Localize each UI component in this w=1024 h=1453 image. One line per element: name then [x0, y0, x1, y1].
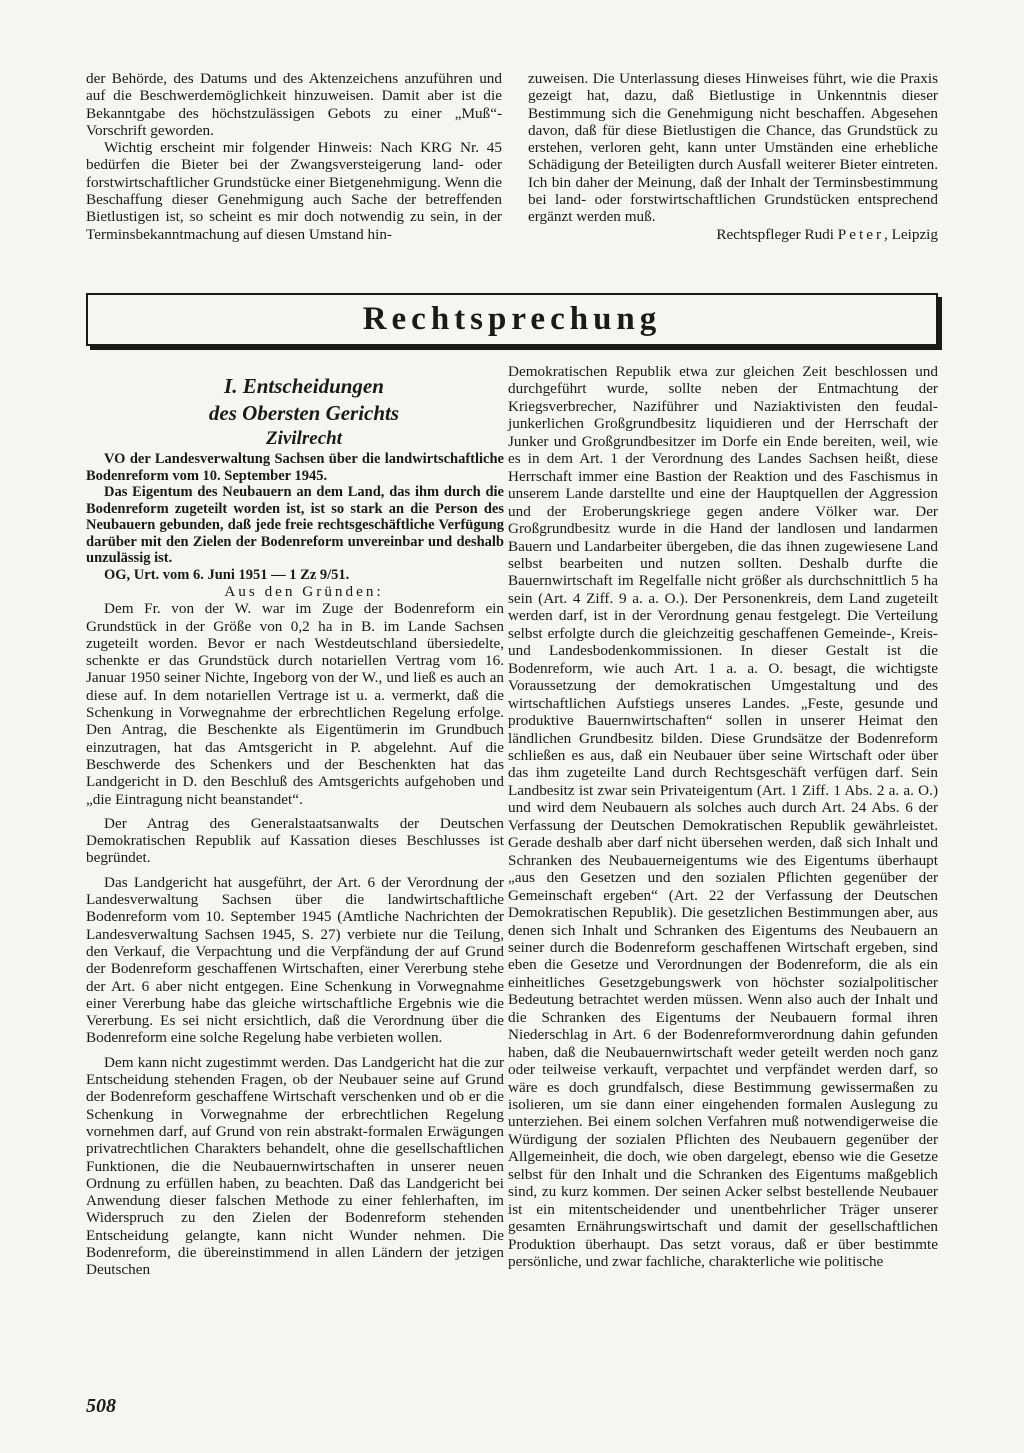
- left-paragraph-3: Das Landgericht hat ausgeführt, der Art. 6 der Verordnung der Landesverwaltung Sachsen über die landwirtschaftliche Bodenreform vom 10. September 1945 (Amtliche Nachrichten der Landesverwaltung Sachsen 1945, S. 27) verbiete nur die Teilung, den Verkauf, die Verpachtung und die Verpfändung der auf Grund der Bodenreform geschaffenen Wirtschaften, einer Vererbung stehe der Art. 6 aber nicht entgegen. Eine Schenkung in Vorwegnahme einer Vererbung habe das gleiche wirtschaftliche Ergebnis wie die Vererbung. Es sei nicht ersichtlich, daß die Verordnung über die Bodenreform eine solche Regelung habe verbieten wollen.: [86, 873, 504, 1047]
- left-column: [86, 373, 504, 1279]
- headnote: Das Eigentum des Neubauern an dem Land, das ihm durch die Bodenreform zugeteilt worden ist, ist so stark an die Person des Neubauern gebunden, daß jede freie rechtsgeschäftliche Verfügung darüber mit den Zielen der Bodenreform unvereinbar und deshalb unzulässig ist.: [86, 484, 504, 566]
- decisions-heading-line-2: des Obersten Gerichts: [208, 401, 400, 425]
- top-left-paragraph-1: der Behörde, des Datums und des Aktenzeichens anzuführen und auf die Beschwerdemöglichkeit hinzuweisen. Damit aber ist die Bekanntgabe des höchstzulässigen Gebots zu einer „Muß“-Vorschrift geworden.: [86, 70, 502, 139]
- signature-prefix: Rechtspfleger Rudi: [716, 225, 834, 243]
- signature-name: Peter: [837, 225, 885, 243]
- left-paragraph-2: Der Antrag des Generalstaatsanwalts der Deutschen Demokratischen Republik auf Kassation dieses Beschlusses ist begründet.: [86, 814, 504, 867]
- statute-reference: VO der Landesverwaltung Sachsen über die landwirtschaftliche Bodenreform vom 10. September 1945.: [86, 451, 504, 484]
- right-paragraph-1: Demokratischen Republik etwa zur gleichen Zeit beschlossen und durchgeführt wurde, sollte neben der Entmachtung der Kriegsverbrecher, Naziführer und Naziaktivisten den feudal-junkerlichen Großgrundbesitz liquidieren und der Herrschaft der Junker und Großgrundbesitzer im Dorfe ein Ende bereiten, weil, wie es in dem Art. 1 der Verordnung des Landes Sachsen heißt, diese Herrschaft immer eine Bastion der Reaktion und des Faschismus in unserem Lande darstellte und eine der Hauptquellen der Aggression und der Eroberungskriege gegen andere Völker war. Der Großgrundbesitz wurde in die Hand der landlosen und landarmen Bauern und Landarbeiter übergeben, die das ihnen zugewiesene Land selbst bearbeiten und nutzen sollten. Deshalb durfte die Bauernwirtschaft im Regelfalle nicht größer als durchschnittlich 5 ha sein (Art. 4 Ziff. 9 a. a. O.). Der Personenkreis, dem Land zugeteilt werden darf, ist in der Verordnung genau festgelegt. Die Verteilung selbst erfolgte durch die gleichzeitig geschaffenen Gemeinde-, Kreis- und Landesbodenkommissionen. In dieser Gestalt ist die Bodenreform, wie auch Art. 1 a. a. O. besagt, die wichtigste Voraussetzung der demokratischen Umgestaltung und des wirtschaftlichen Aufstiegs unseres Landes. „Feste, gesunde und produktive Bauernwirtschaften“ sollen in unserer Heimat den ländlichen Grundbesitz bilden. Diese Grundsätze der Bodenreform schließen es aus, daß ein Neubauer über seine Wirtschaft oder über das ihm zugeteilte Land durch Rechtsgeschäft verfügen darf. Sein Landbesitz ist zwar sein Privateigentum (Art. 1 Ziff. 1 Abs. 2 a. a. O.) und wird dem Neubauern als solches auch durch Art. 24 Abs. 6 der Verfassung der Deutschen Demokratischen Republik gewährleistet. Gerade deshalb aber darf nicht übersehen werden, daß sich Inhalt und Schranken des Neubauerneigentums wie des Eigentums überhaupt „aus den Gesetzen und den sozialen Pflichten gegenüber der Gemeinschaft ergeben“ (Art. 22 der Verfassung der Deutschen Demokratischen Republik). Die gesetzlichen Bestimmungen aber, aus denen sich Inhalt und Schranken des Eigentums des Neubauern an seiner durch die Bodenreform geschaffenen Wirtschaft ergeben, sind eben die Gesetze und Verordnungen der Bodenreform, die als ein einheitliches Gesetzgebungswerk von höchster sozialpolitischer Bedeutung betrachtet werden müssen. Wenn also auch der Inhalt und die Schranken des Eigentums der Neubauern formal ihren Niederschlag in Art. 6 der Bodenreformverordnung dahin gefunden haben, daß die Neubauernwirtschaft weder geteilt werden noch ganz oder teilweise verkauft, verpachtet und verpfändet werden darf, so wäre es doch grundfalsch, diese Bestimmung gewissermaßen zu isolieren, um sie dann einer eingehenden formalen Auslegung zu unterziehen. Bei einem solchen Verfahren muß notwendigerweise die Würdigung der sozialen Pflichten des Neubauern gegenüber der Allgemeinheit, die doch, wie oben dargelegt, ebenso wie die Gesetze selbst für den Inhalt und die Schranken des Eigentums maßgeblich sind, zu kurz kommen. Der seinen Acker selbst bestellende Neubauer ist ein mitentscheidender und unentbehrlicher Träger unserer gesamten Ernährungswirtschaft und damit der gesellschaftlichen Produktion überhaupt. Das setzt voraus, daß er über bestimmte persönliche, und zwar fachliche, charakterliche wie politische: [508, 363, 938, 1271]
- signature-place: , Leipzig: [884, 225, 938, 243]
- top-left-paragraph-2: Wichtig erscheint mir folgender Hinweis: Nach KRG Nr. 45 bedürfen die Bieter bei der Zwangsversteigerung land- oder forstwirtschaftlicher Grundstücke einer Bietgenehmigung. Wenn die Beschaffung dieser Genehmigung auch Sache der betreffenden Bietlustigen ist, so scheint es mir doch notwendig zu sein, in der Terminsbekanntmachung auf diesen Umstand hin-: [86, 139, 502, 243]
- right-column: [508, 363, 938, 1271]
- page-number: 508: [86, 1395, 116, 1417]
- top-right-paragraph-1: zuweisen. Die Unterlassung dieses Hinweises führt, wie die Praxis gezeigt hat, dazu, daß Bietlustige in Unkenntnis dieser Bestimmung sich die Genehmigung nicht beschaffen. Abgesehen davon, daß für diese Bietlustigen die Chance, das Grundstück zu erstehen, verloren geht, kann unter Umständen eine erhebliche Schädigung der Beteiligten durch Ausfall weiterer Bieter eintreten. Ich bin daher der Meinung, daß der Inhalt der Terminsbestimmung bei land- oder forstwirtschaftlichen Grundstücken entsprechend ergänzt werden muß.: [528, 70, 938, 226]
- section-banner-title: Rechtsprechung: [362, 301, 662, 337]
- left-paragraph-1: Dem Fr. von der W. war im Zuge der Bodenreform ein Grundstück in der Größe von 0,2 ha in B. im Lande Sachsen zugeteilt worden. Bevor er nach Westdeutschland übersiedelte, schenkte er das Grundstück durch notariellen Vertrag vom 16. Januar 1950 seiner Nichte, Ingeborg von der W., und ließ es auch an diese auf. In dem notariellen Vertrage ist u. a. vermerkt, daß die Schenkung in Vorwegnahme der erbrechtlichen Regelung erfolge. Den Antrag, die Beschenkte als Eigentümerin im Grundbuch einzutragen, hat das Amtsgericht in P. abgelehnt. Auf die Beschwerde des Schenkers und der Beschenkten hat das Landgericht in D. den Beschluß des Amtsgerichts aufgehoben und „die Eintragung nicht beanstandet“.: [86, 600, 504, 808]
- decisions-heading-line-1: I. Entscheidungen: [224, 374, 384, 398]
- section-heading-civil-law: Zivilrecht: [266, 428, 342, 449]
- grounds-title: Aus den Gründen:: [224, 583, 384, 600]
- left-paragraph-4: Dem kann nicht zugestimmt werden. Das Landgericht hat die zur Entscheidung stehenden Fragen, ob der Neubauer seine auf Grund der Bodenreform geschaffene Wirtschaft verschenken und ob er die Schenkung in Vorwegnahme der erbrechtlichen Regelung vornehmen darf, auf Grund von rein abstrakt-formalen Erwägungen privatrechtlichen Charakters behandelt, ohne die gesellschaftlichen Funktionen, die die Neubauernwirtschaften in unserer neuen Ordnung zu erfüllen haben, zu beachten. Daß das Landgericht bei Anwendung dieser falschen Methode zu einer fehlerhaften, im Widerspruch zu den Zielen der Bodenreform stehenden Entscheidung gelangte, kann nicht Wunder nehmen. Die Bodenreform, die übereinstimmend in allen Ländern der jetzigen Deutschen: [86, 1053, 504, 1279]
- section-banner: [86, 293, 938, 346]
- top-left-column: [86, 70, 502, 243]
- court-citation: OG, Urt. vom 6. Juni 1951 — 1 Zz 9/51.: [104, 566, 350, 583]
- signature-line: [528, 226, 938, 243]
- top-right-column: [528, 70, 938, 243]
